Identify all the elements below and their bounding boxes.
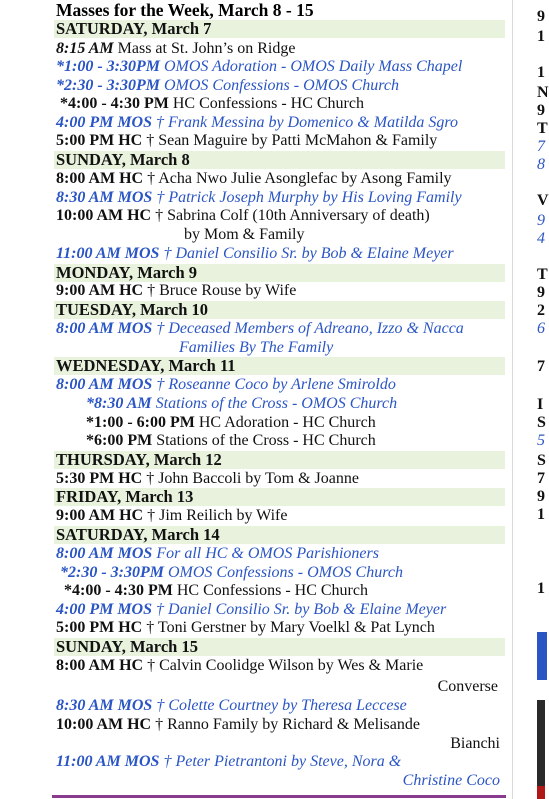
list-item: 11:00 AM MOS † Daniel Consilio Sr. by Bob & Elaine Meyer [56, 245, 454, 262]
list-item: 5:00 PM HC † Toni Gerstner by Mary Voelkl & Pat Lynch [56, 619, 435, 636]
list-item-continuation: Families By The Family [179, 339, 334, 356]
day-header: SUNDAY, March 8 [54, 151, 505, 169]
list-item: 4:00 PM MOS † Frank Messina by Domenico & Matilda Sgro [56, 114, 459, 131]
list-item: *2:30 - 3:30PM OMOS Confessions - OMOS Church [56, 77, 399, 94]
list-item: *2:30 - 3:30PM OMOS Confessions - OMOS Church [60, 564, 403, 581]
list-item-continuation: Bianchi [450, 735, 500, 752]
day-header: MONDAY, March 9 [54, 264, 505, 282]
cropped-text: 8 [537, 156, 545, 173]
list-item: *1:00 - 6:00 PM HC Adoration - HC Church [86, 414, 376, 431]
day-header: TUESDAY, March 10 [54, 301, 505, 319]
cropped-text: 1 [537, 64, 545, 81]
day-header: THURSDAY, March 12 [54, 451, 505, 469]
list-item: 10:00 AM HC † Ranno Family by Richard & Melisande [56, 716, 420, 733]
list-item: 8:30 AM MOS † Patrick Joseph Murphy by His Loving Family [56, 189, 462, 206]
list-item: 8:00 AM MOS For all HC & OMOS Parishioners [56, 545, 379, 562]
list-item: 8:00 AM HC † Acha Nwo Julie Asonglefac by Asong Family [56, 170, 452, 187]
cropped-graphic [537, 786, 545, 799]
cropped-text: 9 [537, 488, 545, 505]
cropped-text: 5 [537, 432, 545, 449]
list-item: 4:00 PM MOS † Daniel Consilio Sr. by Bob & Elaine Meyer [56, 601, 447, 618]
cropped-text: T [537, 120, 548, 137]
list-item: 11:00 AM MOS † Peter Pietrantoni by Steve, Nora & [56, 753, 402, 770]
list-item: *1:00 - 3:30PM OMOS Adoration - OMOS Daily Mass Chapel [56, 58, 463, 75]
cropped-text: 7 [537, 358, 545, 375]
list-item: 5:00 PM HC † Sean Maguire by Patti McMahon & Family [56, 132, 438, 149]
adjacent-column-cropped [513, 0, 549, 799]
list-item-continuation: Converse [437, 678, 498, 695]
cropped-graphic [537, 700, 545, 786]
list-item: 8:30 AM MOS † Colette Courtney by Theresa Leccese [56, 697, 407, 714]
cropped-text: 9 [537, 284, 545, 301]
list-item: 8:00 AM MOS † Deceased Members of Adreano, Izzo & Nacca [56, 320, 464, 337]
page-title: Masses for the Week, March 8 - 15 [56, 0, 314, 20]
list-item: 9:00 AM HC † Bruce Rouse by Wife [56, 282, 297, 299]
cropped-text: 6 [537, 320, 545, 337]
list-item: 8:15 AM Mass at St. John’s on Ridge [56, 40, 296, 57]
cropped-text: 1 [537, 506, 545, 523]
cropped-text: 9 [537, 102, 545, 119]
list-item: *8:30 AM Stations of the Cross - OMOS Church [86, 395, 398, 412]
day-header: SUNDAY, March 15 [54, 638, 505, 656]
cropped-text: T [537, 266, 548, 283]
cropped-text: 7 [537, 138, 545, 155]
list-item-continuation: Christine Coco [402, 772, 500, 789]
cropped-text: 9 [537, 212, 545, 229]
cropped-text: N [537, 84, 549, 101]
list-item: 8:00 AM MOS † Roseanne Coco by Arlene Smiroldo [56, 376, 396, 393]
cropped-graphic [537, 632, 547, 680]
list-item: 10:00 AM HC † Sabrina Colf (10th Anniversary of death) [56, 207, 430, 224]
cropped-text: 7 [537, 470, 545, 487]
list-item: *4:00 - 4:30 PM HC Confessions - HC Church [64, 582, 368, 599]
cropped-text: S [537, 452, 546, 469]
list-item-continuation: by Mom & Family [184, 226, 305, 243]
list-item: 8:00 AM HC † Calvin Coolidge Wilson by Wes & Marie [56, 657, 424, 674]
cropped-text: S [537, 414, 546, 431]
list-item: *6:00 PM Stations of the Cross - HC Church [86, 432, 376, 449]
list-item: *4:00 - 4:30 PM HC Confessions - HC Church [60, 95, 364, 112]
cropped-text: V [537, 192, 549, 209]
cropped-text: 2 [537, 302, 545, 319]
cropped-text: 9 [537, 8, 545, 25]
cropped-text: 1 [537, 28, 545, 45]
day-header: SATURDAY, March 14 [54, 526, 505, 544]
list-item: 5:30 PM HC † John Baccoli by Tom & Joanne [56, 470, 359, 487]
cropped-text: 1 [537, 580, 545, 597]
cropped-text: I [537, 396, 544, 413]
cropped-text: 4 [537, 230, 545, 247]
day-header: FRIDAY, March 13 [54, 488, 505, 506]
day-header: WEDNESDAY, March 11 [54, 357, 505, 375]
list-item: 9:00 AM HC † Jim Reilich by Wife [56, 507, 288, 524]
bottom-divider [52, 795, 506, 798]
day-header: SATURDAY, March 7 [54, 20, 505, 38]
